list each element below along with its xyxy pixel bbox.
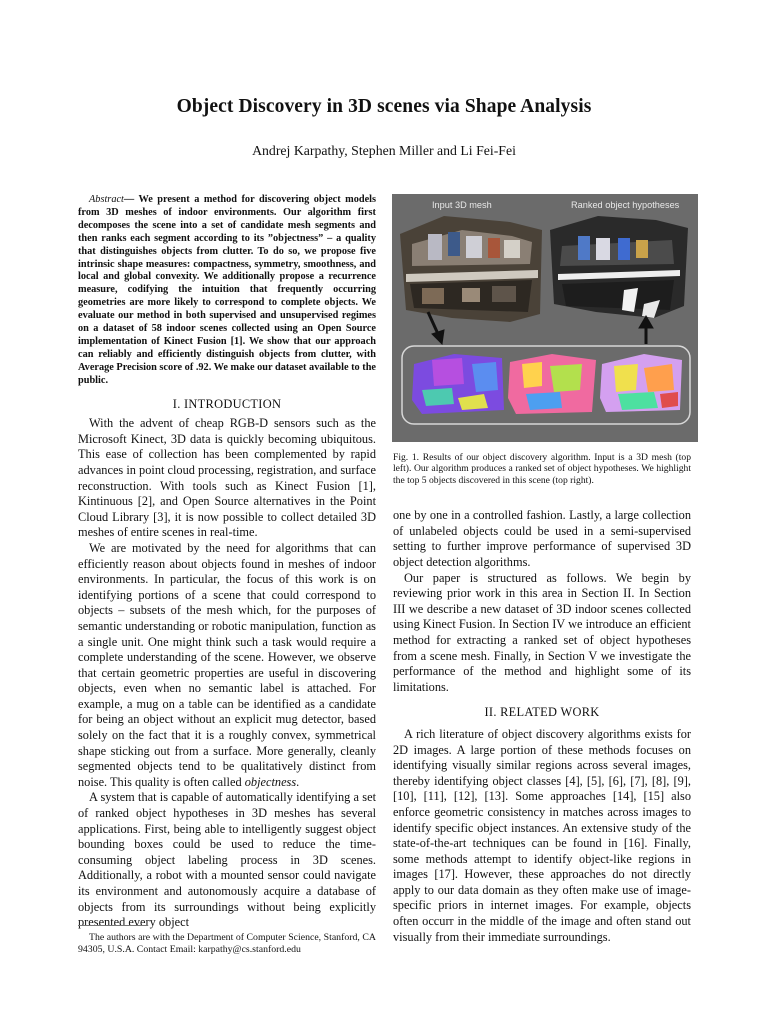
footnote: The authors are with the Department of Computer Science, Stanford, CA 94305, U.S.A. Contact Email: karpathy@cs.stanford.edu — [78, 932, 376, 956]
figure-1-caption: Fig. 1. Results of our object discovery algorithm. Input is a 3D mesh (top left). Our algorithm produces a ranked set of object hypotheses. We highlight the top 5 objects discovered in this scene (top right). — [393, 452, 691, 486]
intro-paragraph-1: With the advent of cheap RGB-D sensors such as the Microsoft Kinect, 3D data is quickly becoming ubiquitous. This ease of collection has been complemented by rapid advances in point cloud processing, registration, and surface reconstruction. With tools such as Kinect Fusion [1], Kintinuous [2], and Open Source alternatives in the Point Cloud Library [3], it is now possible to collect detailed 3D meshes of entire scenes in real-time. — [78, 416, 376, 540]
figure-1-image — [392, 194, 698, 442]
abstract-dash: — — [123, 194, 139, 205]
input-mesh-illustration — [400, 216, 542, 322]
figure-label-input: Input 3D mesh — [432, 200, 492, 210]
paper-authors: Andrej Karpathy, Stephen Miller and Li Fei-Fei — [252, 143, 516, 158]
objectness-term: objectness — [244, 774, 297, 789]
segment-views-illustration — [412, 354, 682, 414]
paper-title: Object Discovery in 3D scenes via Shape Analysis — [176, 96, 592, 117]
right-paragraph-2: Our paper is structured as follows. We begin by reviewing prior work in this area in Section II. In Section III we describe a new dataset of 3D indoor scenes collected using Kinect Fusion. In Section IV we introduce an efficient method for extracting a ranked set of object hypotheses from a scene mesh. Finally, in Section V we investigate the performance of the method and highlight some of its limitations. — [393, 570, 691, 694]
related-work-paragraph: A rich literature of object discovery algorithms exists for 2D images. A large portion of these methods focuses on identifying visually similar regions across several images, thereby identifying object classes [4], [5], [6], [7], [8], [9], [10], [11], [12], [13]. Some approaches [14], [15] also enforce geometric consistency in matches across images to identify specific object instances. An extensive study of the state-of-the-art techniques can be found in [16]. Finally, some methods attempt to identify object-like regions in images [17]. However, these approaches do not directly apply to our data domain as they often make use of image-specific priors in internet images. For example, objects often occurr in the middle of the image and often stand out visually from their immediate surroundings. — [393, 726, 691, 944]
left-column — [78, 194, 376, 931]
section-heading-introduction: I. INTRODUCTION — [172, 396, 282, 411]
intro-paragraph-3: A system that is capable of automatically identifying a set of ranked object hypotheses in 3D meshes has several applications. First, being able to intelligently suggest object bounding boxes could be used to reduce the time-consuming object labeling process in 3D scenes. Additionally, a robot with a mounted sensor could navigate its environment and autonomously acquire a database of objects from its surroundings without being explicitly presented every object — [78, 790, 376, 930]
right-paragraph-1: one by one in a controlled fashion. Lastly, a large collection of unlabeled objects could be used in a semi-supervised setting to further improve performance of supervised 3D object detection algorithms. — [393, 508, 691, 569]
footnote-rule — [78, 925, 148, 926]
abstract-text: We present a method for discovering object models from 3D meshes of indoor environments. Our algorithm first decomposes the scene into a set of candidate mesh segments and then ranks each segment according to its ”objectness” – a quality that distinguishes objects from clutter. To do so, we propose five intrinsic shape measures: compactness, symmetry, smoothness, and local and global convexity. We additionally propose a recurrence measure, codifying the intuition that frequently occurring geometries are more likely to correspond to complete objects. We evaluate our method in both supervised and unsupervised regimes on a dataset of 58 indoor scenes collected using an Open Source implementation of Kinect Fusion [1]. We show that our approach can reliably and efficiently distinguish objects from clutter, with Average Precision score of .92. We make our dataset available to the public. — [78, 194, 377, 386]
intro-paragraph-2-end: . — [296, 774, 300, 789]
ranked-hypotheses-illustration — [550, 216, 688, 318]
footnote-block — [78, 932, 376, 956]
intro-paragraph-2 — [78, 541, 376, 791]
right-column — [393, 194, 691, 945]
abstract-label: Abstract — [89, 194, 124, 205]
intro-paragraph-2-text: We are motivated by the need for algorithms that can efficiently reason about objects found in meshes of indoor environments. In particular, the focus of this work is on identifying portions of a scene that could correspond to objects – subsets of the mesh which, for the purposes of semantic understanding or robotic manipulation, function as a single unit. One might think such a task would require a complete understanding of the scene. However, we observe that certain geometric properties are useful in discovering objects, even when no semantic label is attached. For example, a mug on a table can be identified as a candidate for being an object without an explicit mug detector, based solely on the fact that it is a roughly convex, symmetrical shape sticking out from a surface. More generally, cleanly segmented objects tend to be qualitatively distinct from noise. This quality is often called — [78, 540, 376, 789]
section-heading-related-work: II. RELATED WORK — [484, 705, 600, 720]
figure-label-ranked: Ranked object hypotheses — [571, 200, 680, 210]
figure-1 — [392, 194, 698, 442]
abstract — [78, 194, 376, 388]
